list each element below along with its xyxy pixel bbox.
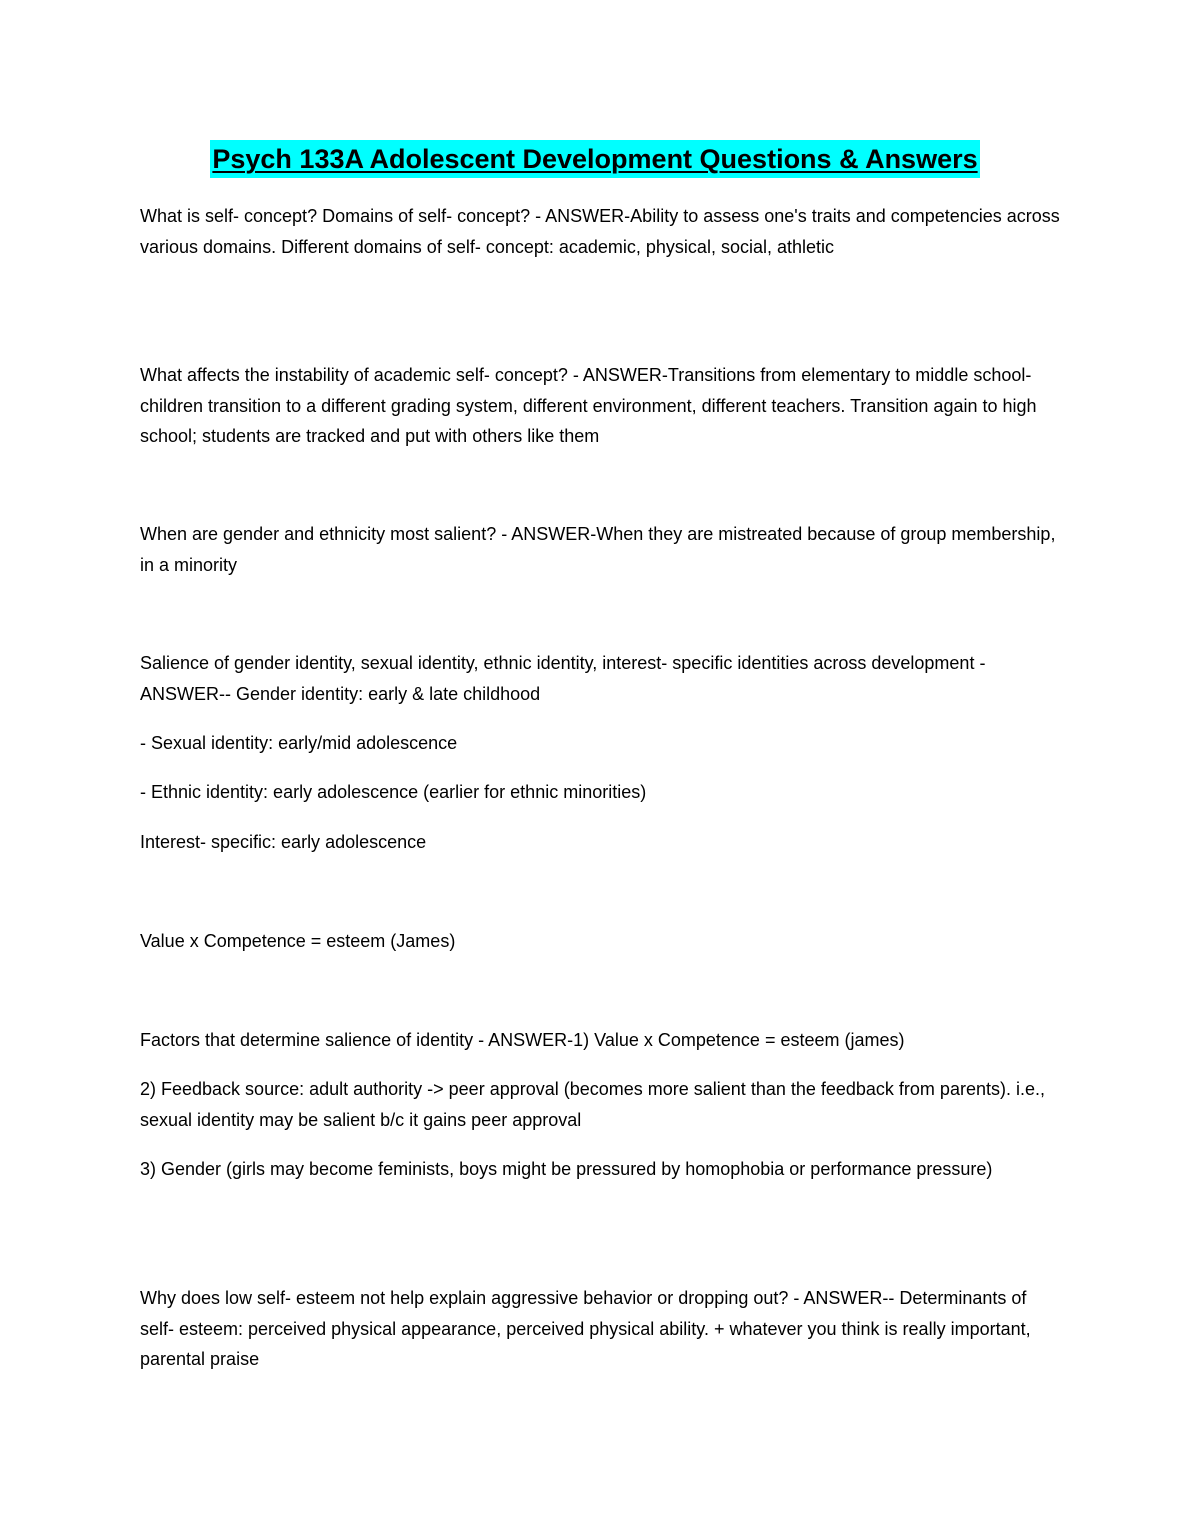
paragraph-salience-identities: Salience of gender identity, sexual identity, ethnic identity, interest- specific identities across development - ANSWER-- Gender identity: early & late childhood — [140, 653, 986, 704]
paragraph-academic-instability: What affects the instability of academic self- concept? - ANSWER-Transitions from elementary to middle school- children transition to a different grading system, different environment, different teachers. Transition again to high school; students are tracked and put with others like them — [140, 365, 1037, 446]
document-title: Psych 133A Adolescent Development Questions & Answers — [210, 140, 979, 178]
paragraph-factors-salience: Factors that determine salience of identity - ANSWER-1) Value x Competence = esteem (james) — [140, 1030, 905, 1050]
paragraph-feedback-source: 2) Feedback source: adult authority -> peer approval (becomes more salient than the feedback from parents). i.e., sexual identity may be salient b/c it gains peer approval — [140, 1079, 1045, 1130]
paragraph-ethnic-identity: - Ethnic identity: early adolescence (earlier for ethnic minorities) — [140, 782, 647, 802]
paragraph-gender-pressure: 3) Gender (girls may become feminists, boys might be pressured by homophobia or performance pressure) — [140, 1159, 993, 1179]
paragraph-gender-ethnicity: When are gender and ethnicity most salient? - ANSWER-When they are mistreated because of group membership, in a minority — [140, 524, 1056, 575]
paragraph-self-concept: What is self- concept? Domains of self- concept? - ANSWER-Ability to assess one's traits and competencies across various domains. Different domains of self- concept: academic, physical, social, athletic — [140, 206, 1060, 257]
paragraph-interest-specific: Interest- specific: early adolescence — [140, 832, 427, 852]
paragraph-value-competence: Value x Competence = esteem (James) — [140, 931, 456, 951]
paragraph-low-self-esteem: Why does low self- esteem not help explain aggressive behavior or dropping out? - ANSWER-- Determinants of self- esteem: perceived physical appearance, perceived physical ability. + whatever you think is really important, parental praise — [140, 1288, 1031, 1369]
title-container — [0, 140, 1190, 178]
paragraph-sexual-identity: - Sexual identity: early/mid adolescence — [140, 733, 458, 753]
